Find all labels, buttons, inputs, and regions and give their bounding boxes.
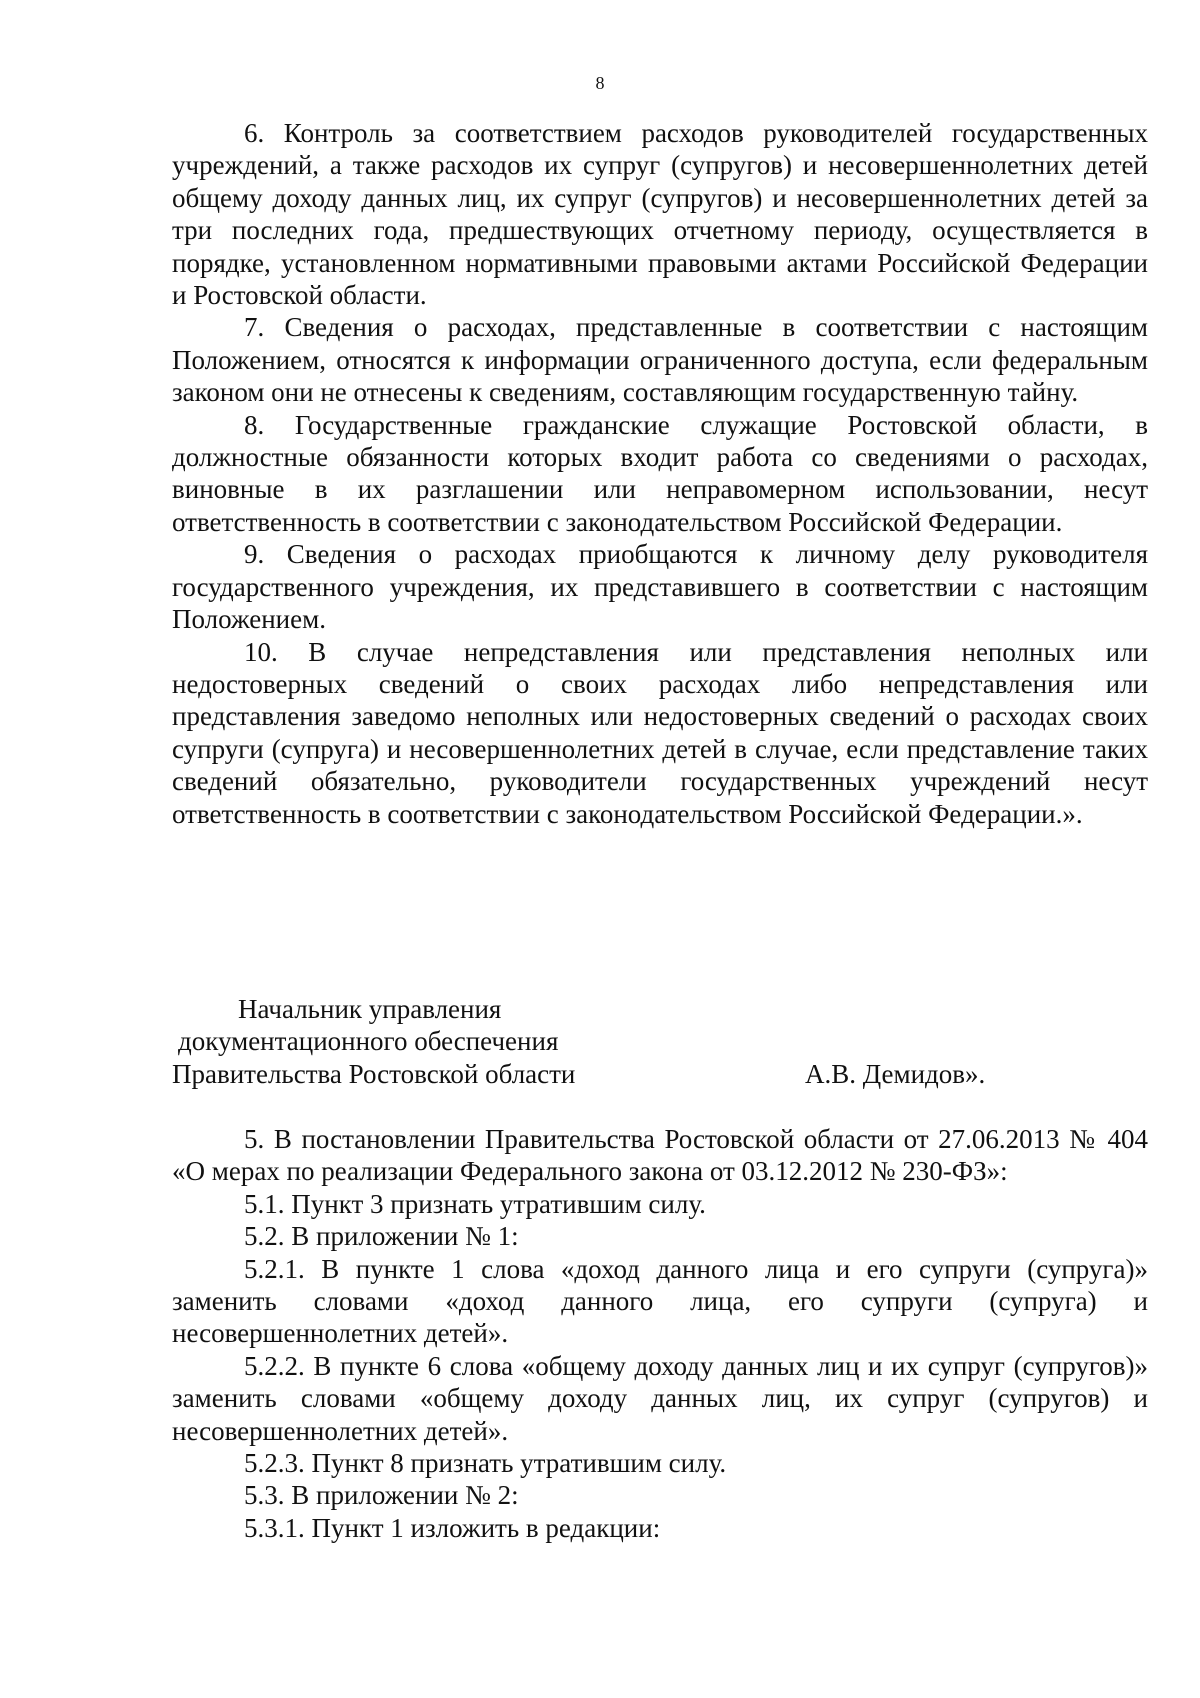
- page-number: 8: [595, 73, 605, 93]
- paragraph-9: 9. Сведения о расходах приобщаются к личному делу руководителя государственного учреждения, их представившего в соответствии с настоящим Положением.: [172, 539, 1148, 635]
- paragraph-5-1: 5.1. Пункт 3 признать утратившим силу.: [244, 1188, 706, 1219]
- signature-block: [172, 993, 1148, 1090]
- regulation-text-top: [172, 117, 1148, 830]
- regulation-text-bottom: [172, 1123, 1148, 1544]
- paragraph-5: 5. В постановлении Правительства Ростовской области от 27.06.2013 № 404 «О мерах по реализации Федерального закона от 03.12.2012 № 230-ФЗ»:: [172, 1124, 1148, 1187]
- signature-row: [172, 1058, 1148, 1090]
- paragraph-5-2-1: 5.2.1. В пункте 1 слова «доход данного лица и его супруги (супруга)» заменить словами «доход данного лица, его супруги (супруга) и несовершеннолетних детей».: [172, 1253, 1148, 1349]
- paragraph-5-2: 5.2. В приложении № 1:: [244, 1221, 519, 1252]
- paragraph-6: 6. Контроль за соответствием расходов руководителей государственных учреждений, а также расходов их супруг (супругов) и несовершеннолетних детей общему доходу данных лиц, их супруг (супругов) и несовершеннолетних детей за три последних года, предшествующих отчетному периоду, осуществляется в порядке, установленном нормативными правовыми актами Российской Федерации и Ростовской области.: [172, 118, 1148, 311]
- paragraph-5-2-2: 5.2.2. В пункте 6 слова «общему доходу данных лиц и их супруг (супругов)» заменить словами «общему доходу данных лиц, их супруг (супругов) и несовершеннолетних детей».: [172, 1350, 1148, 1446]
- paragraph-7: 7. Сведения о расходах, представленные в соответствии с настоящим Положением, относятся к информации ограниченного доступа, если федеральным законом они не отнесены к сведениям, составляющим государственную тайну.: [172, 312, 1148, 408]
- signature-title-line-1: Начальник управления: [238, 994, 502, 1024]
- paragraph-5-2-3: 5.2.3. Пункт 8 признать утратившим силу.: [244, 1448, 727, 1479]
- paragraph-10: 10. В случае непредставления или представления неполных или недостоверных сведений о своих расходах либо непредставления или представления заведомо неполных или недостоверных сведений о расходах своих супруги (супруга) и несовершеннолетних детей в случае, если представление таких сведений обязательно, руководители государственных учреждений несут ответственность в соответствии с законодательством Российской Федерации.».: [172, 636, 1148, 829]
- signature-title-line-3: Правительства Ростовской области: [172, 1058, 576, 1089]
- paragraph-5-3-1: 5.3.1. Пункт 1 изложить в редакции:: [244, 1512, 661, 1543]
- paragraph-8: 8. Государственные гражданские служащие Ростовской области, в должностные обязанности которых входит работа со сведениями о расходах, виновные в их разглашении или неправомерном использовании, несут ответственность в соответствии с законодательством Российской Федерации.: [172, 409, 1148, 537]
- signatory-name: А.В. Демидов».: [805, 1058, 986, 1089]
- signature-title-line-2: документационного обеспечения: [178, 1026, 559, 1057]
- paragraph-5-3: 5.3. В приложении № 2:: [244, 1480, 519, 1511]
